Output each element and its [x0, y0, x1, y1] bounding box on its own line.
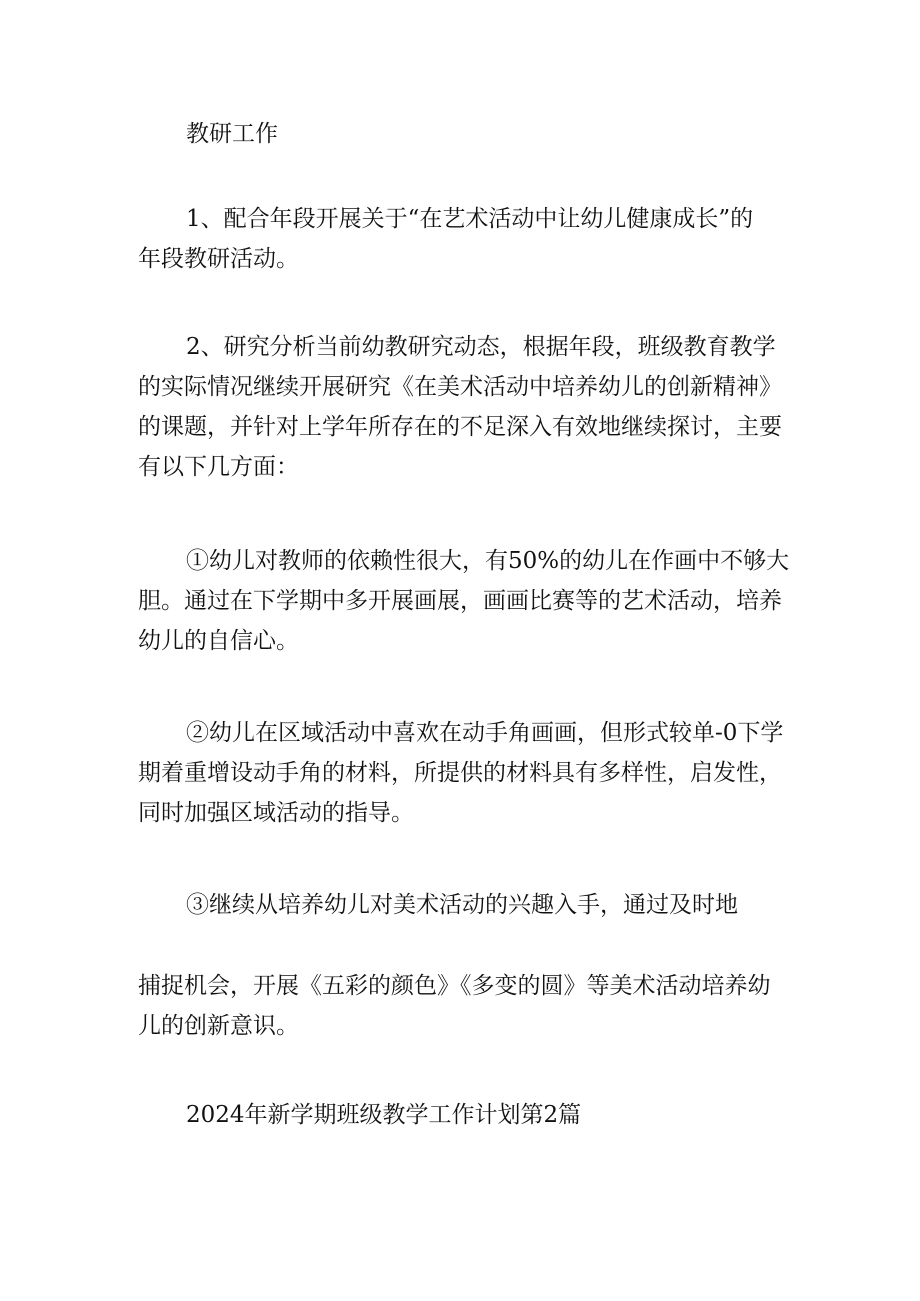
- paragraph-1: [138, 199, 818, 279]
- paragraph-line: 的课题，并针对上学年所存在的不足深入有效地继续探讨，主要: [138, 414, 782, 440]
- paragraph-5: [138, 885, 818, 925]
- paragraph-line: ①幼儿对教师的依赖性很大，有50%的幼儿在作画中不够大: [186, 548, 790, 574]
- paragraph-line: 捕捉机会，开展《五彩的颜色》《多变的圆》等美术活动培养幼: [138, 973, 771, 999]
- paragraph-6: [138, 966, 818, 1046]
- paragraph-line: ③继续从培养幼儿对美术活动的兴趣入手，通过及时地: [186, 892, 738, 918]
- paragraph-line: ②幼儿在区域活动中喜欢在动手角画画，但形式较单-0下学: [186, 720, 784, 746]
- paragraph-line: 有以下几方面：: [138, 454, 299, 480]
- paragraph-line: 胆。通过在下学期中多开展画展，画画比赛等的艺术活动，培养: [138, 588, 782, 614]
- paragraph-line: 同时加强区域活动的指导。: [138, 800, 414, 826]
- paragraph-line: 的实际情况继续开展研究《在美术活动中培养幼儿的创新精神》: [138, 374, 782, 400]
- section-heading: 教研工作: [186, 121, 278, 147]
- paragraph-line: 年段教研活动。: [138, 246, 299, 272]
- paragraph-3: [138, 541, 818, 661]
- paragraph-line: 幼儿的自信心。: [138, 628, 299, 654]
- paragraph-line: 2、研究分析当前幼教研究动态，根据年段，班级教育教学: [186, 334, 776, 360]
- paragraph-4: [138, 713, 818, 833]
- paragraph-line: 儿的创新意识。: [138, 1013, 299, 1039]
- paragraph-line: 1、配合年段开展关于“在艺术活动中让幼儿健康成长”的: [186, 206, 754, 232]
- paragraph-2: [138, 327, 818, 487]
- next-section-title: 2024年新学期班级教学工作计划第2篇: [186, 1102, 582, 1128]
- paragraph-line: 期着重增设动手角的材料，所提供的材料具有多样性，启发性，: [138, 760, 782, 786]
